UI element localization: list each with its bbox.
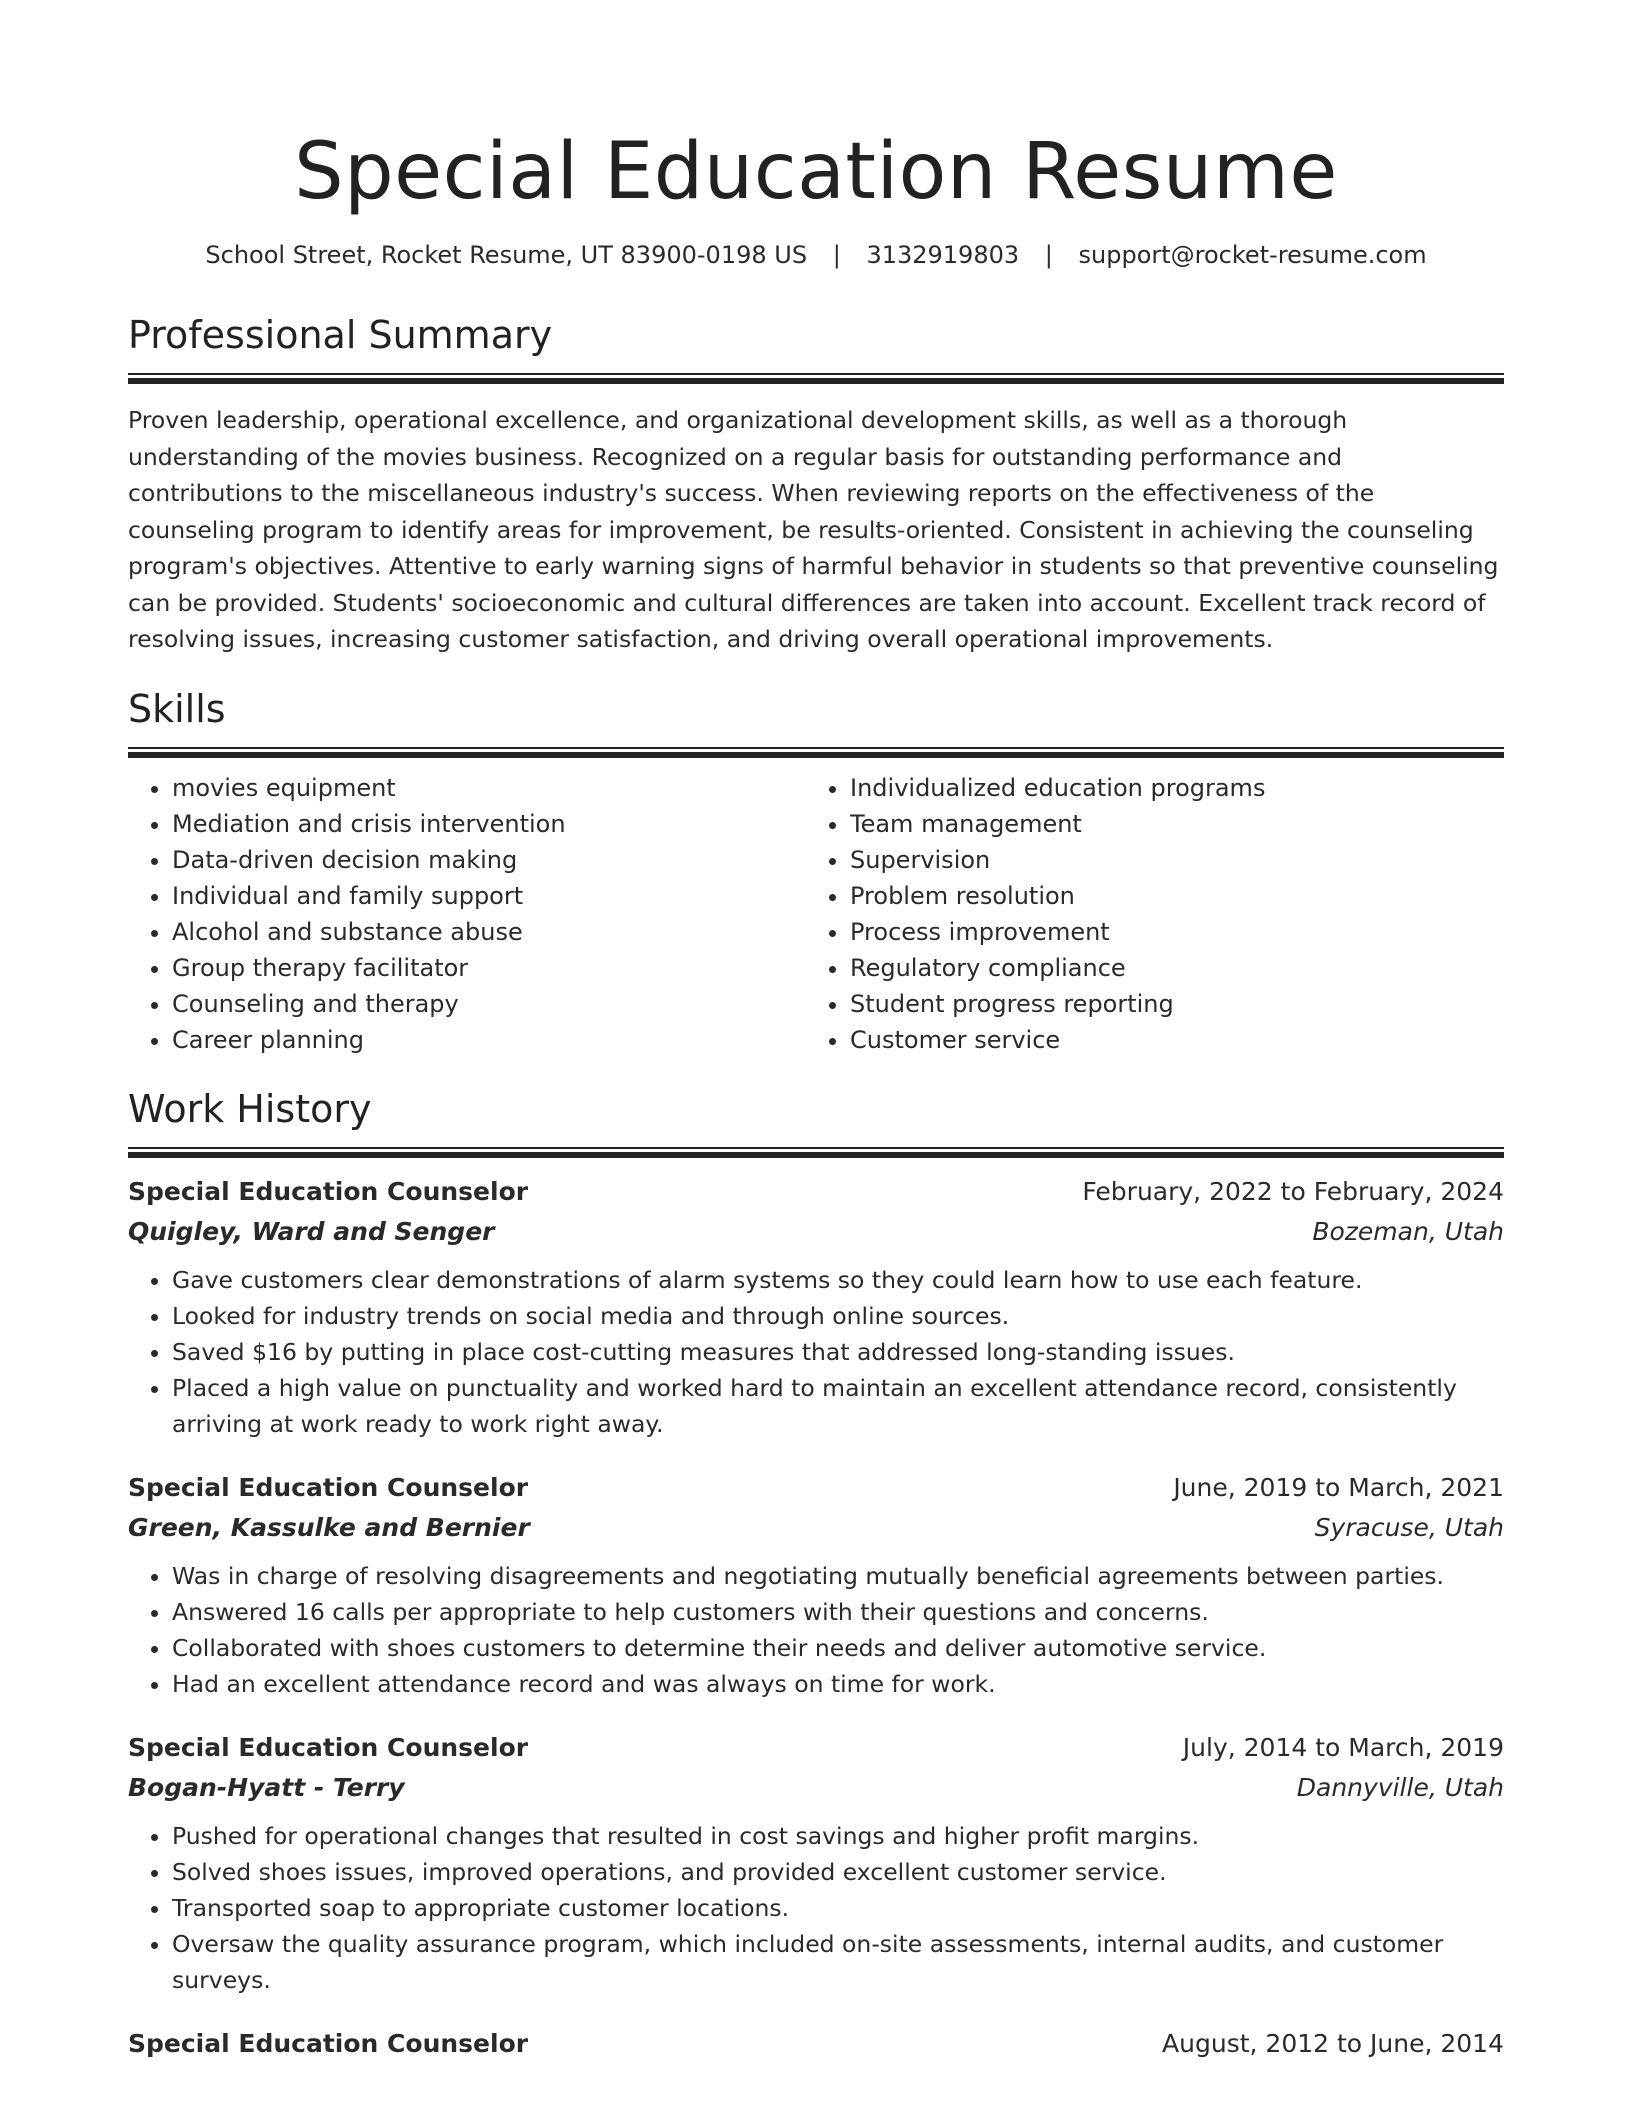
job-bullets <box>128 1262 1504 1442</box>
job-title: Special Education Counselor <box>128 1732 529 1762</box>
job-bullet: • Oversaw the quality assurance program, which included on-site assessments, internal audits, and customer surveys. <box>172 1926 1504 1998</box>
job-bullet: • Saved $16 by putting in place cost-cutting measures that addressed long-standing issues. <box>172 1334 1504 1370</box>
skill-item: • Customer service <box>850 1022 1484 1058</box>
job-dates: February, 2022 to February, 2024 <box>1082 1176 1504 1206</box>
job-subheader <box>128 1212 1504 1252</box>
job-employer: Green, Kassulke and Bernier <box>128 1512 530 1542</box>
contact-separator: | <box>1044 241 1053 269</box>
skill-item: • Group therapy facilitator <box>172 950 806 986</box>
summary-text: Proven leadership, operational excellence, and organizational development skills, as well as a thorough understanding of the movies business. Recognized on a regular basis for outstanding performance and contributions to the miscellaneous industry's success. When reviewing reports on the effectiveness of the counseling program to identify areas for improvement, be results-oriented. Consistent in achieving the counseling program's objectives. Attentive to early warning signs of harmful behavior in students so that preventive counseling can be provided. Students' socioeconomic and cultural differences are taken into account. Excellent track record of resolving issues, increasing customer satisfaction, and driving overall operational improvements. <box>128 406 1499 653</box>
section-title-work: Work History <box>128 1086 372 1131</box>
job-bullet: • Solved shoes issues, improved operations, and provided excellent customer service. <box>172 1854 1504 1890</box>
skill-item: • Counseling and therapy <box>172 986 806 1022</box>
section-title-summary: Professional Summary <box>128 313 553 357</box>
skill-item: • movies equipment <box>172 770 806 806</box>
job-employer: Bogan-Hyatt - Terry <box>128 1772 405 1802</box>
job-title: Special Education Counselor <box>128 1176 529 1206</box>
skills-columns <box>128 770 1504 1058</box>
job-subheader <box>128 1508 1504 1548</box>
job-dates: July, 2014 to March, 2019 <box>1182 1732 1504 1762</box>
job-location: Bozeman, Utah <box>1312 1216 1504 1246</box>
contact-email: support@rocket-resume.com <box>1078 241 1427 269</box>
job-title: Special Education Counselor <box>128 1472 529 1502</box>
job-bullet: • Collaborated with shoes customers to determine their needs and deliver automotive service. <box>172 1630 1504 1666</box>
job-dates: August, 2012 to June, 2014 <box>1162 2028 1504 2058</box>
job-bullet: • Transported soap to appropriate customer locations. <box>172 1890 1504 1926</box>
section-divider <box>128 747 1504 758</box>
section-divider <box>128 1147 1504 1158</box>
contact-separator: | <box>832 241 841 269</box>
job-location: Syracuse, Utah <box>1314 1512 1504 1542</box>
job-employer: Quigley, Ward and Senger <box>128 1216 495 1246</box>
skill-item: • Individualized education programs <box>850 770 1484 806</box>
job-bullet: • Had an excellent attendance record and was always on time for work. <box>172 1666 1504 1702</box>
job-bullet: • Was in charge of resolving disagreements and negotiating mutually beneficial agreements between parties. <box>172 1558 1504 1594</box>
job-bullet: • Gave customers clear demonstrations of alarm systems so they could learn how to use each feature. <box>172 1262 1504 1298</box>
job-header <box>128 1172 1504 1212</box>
job-bullets <box>128 1818 1504 1998</box>
job-bullet: • Pushed for operational changes that resulted in cost savings and higher profit margins. <box>172 1818 1504 1854</box>
job-bullets <box>128 1558 1504 1702</box>
section-divider <box>128 373 1504 384</box>
skill-item: • Data-driven decision making <box>172 842 806 878</box>
contact-phone: 3132919803 <box>866 241 1020 269</box>
resume-title: Special Education Resume <box>294 127 1338 217</box>
skills-list-left <box>128 770 806 1058</box>
job-header <box>128 2024 1504 2064</box>
work-section <box>128 1084 1504 2064</box>
job-subheader <box>128 1768 1504 1808</box>
skills-list-right <box>806 770 1484 1058</box>
resume-page <box>128 0 1504 2064</box>
skills-section <box>128 684 1504 1058</box>
section-title-skills: Skills <box>128 686 226 731</box>
job-entry <box>128 1728 1504 1998</box>
contact-address: School Street, Rocket Resume, UT 83900-0198 US <box>205 241 808 269</box>
job-dates: June, 2019 to March, 2021 <box>1173 1472 1504 1502</box>
skill-item: • Individual and family support <box>172 878 806 914</box>
job-bullet: • Answered 16 calls per appropriate to help customers with their questions and concerns. <box>172 1594 1504 1630</box>
job-entry <box>128 1172 1504 1442</box>
job-bullet: • Looked for industry trends on social media and through online sources. <box>172 1298 1504 1334</box>
summary-section <box>128 310 1504 658</box>
skill-item: • Alcohol and substance abuse <box>172 914 806 950</box>
skill-item: • Problem resolution <box>850 878 1484 914</box>
job-location: Dannyville, Utah <box>1296 1772 1504 1802</box>
skill-item: • Mediation and crisis intervention <box>172 806 806 842</box>
skill-item: • Supervision <box>850 842 1484 878</box>
skill-item: • Process improvement <box>850 914 1484 950</box>
job-entry <box>128 2024 1504 2064</box>
skill-item: • Career planning <box>172 1022 806 1058</box>
skill-item: • Student progress reporting <box>850 986 1484 1022</box>
job-header <box>128 1468 1504 1508</box>
job-entry <box>128 1468 1504 1702</box>
skill-item: • Team management <box>850 806 1484 842</box>
job-bullet: • Placed a high value on punctuality and worked hard to maintain an excellent attendance record, consistently arriving at work ready to work right away. <box>172 1370 1504 1442</box>
job-title: Special Education Counselor <box>128 2028 529 2058</box>
skill-item: • Regulatory compliance <box>850 950 1484 986</box>
job-header <box>128 1728 1504 1768</box>
contact-line <box>128 238 1504 272</box>
